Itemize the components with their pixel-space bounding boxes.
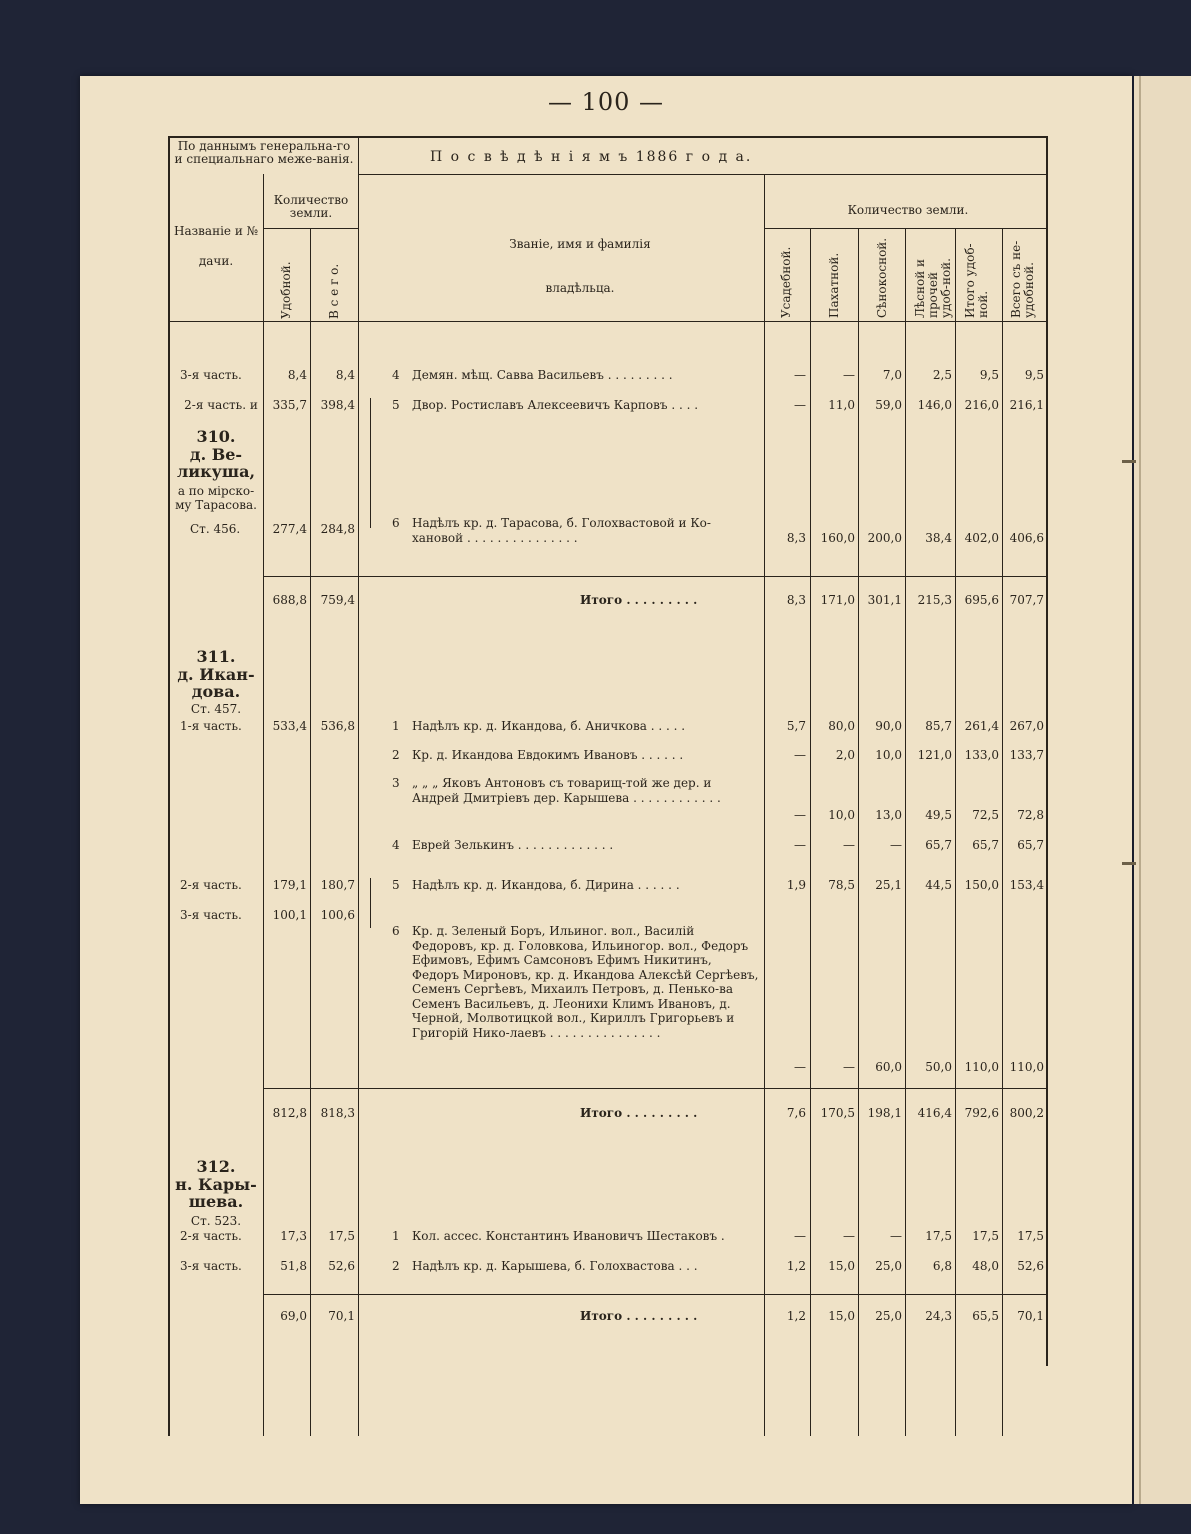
row-itogo: 110,0 [964, 1060, 999, 1074]
group-title-311: 311. [196, 647, 236, 666]
row-les: 50,0 [925, 1060, 952, 1074]
header-bottom-rule [168, 321, 1048, 322]
row-les: 121,0 [917, 748, 952, 762]
header-mid-rule [358, 174, 1048, 175]
row-les: 2,5 [932, 368, 952, 382]
row-seno: 13,0 [875, 808, 902, 822]
row-owner: Кр. д. Зеленый Боръ, Ильиног. вол., Василій Федоровъ, кр. д. Головкова, Ильиногор. вол., Федоръ Ефимовъ, Ефимъ Самсоновъ Ефимъ Никитинъ, Федоръ Мироновъ, кр. д. Икандова Алексѣй Сергѣевъ, Семенъ Сергѣевъ, Михаилъ Петровъ, д. Пенько-ва Семенъ Васильевъ, д. Леонихи Климъ Ивановъ, д. Черной, Молвотицкой вол., Кириллъ Григорьевъ и Григорій Нико-лаевъ . . . . . . . . . . . . . . . [412, 924, 759, 1040]
row-usad: — [794, 748, 806, 762]
binding-pin [1122, 862, 1136, 865]
total-vsego: 759,4 [320, 593, 355, 607]
group-sub1-311: д. Икан-дова. [177, 665, 255, 701]
row-part: 2-я часть. [180, 878, 242, 892]
row-brace [370, 878, 375, 928]
row-itogo: 133,0 [964, 748, 999, 762]
row-les: 85,7 [925, 719, 952, 733]
row-pakh: 80,0 [828, 719, 855, 733]
row-udob: 51,8 [280, 1259, 307, 1273]
row-part: 2-я часть. [180, 1229, 242, 1243]
total-itogo: 792,6 [964, 1106, 999, 1120]
row-pakh: 10,0 [828, 808, 855, 822]
row-vsego: 536,8 [320, 719, 355, 733]
col-rule-itogo [1002, 228, 1003, 1436]
row-vsego2: 9,5 [1024, 368, 1044, 382]
row-usad: 5,7 [786, 719, 806, 733]
row-itogo: 72,5 [972, 808, 999, 822]
header-vsego: В с е г о. [327, 263, 341, 319]
row-vsego: 17,5 [328, 1229, 355, 1243]
row-number: 4 [392, 838, 400, 852]
row-pakh: 2,0 [835, 748, 855, 762]
row-number: 1 [392, 719, 400, 733]
row-itogo: 65,7 [972, 838, 999, 852]
row-number: 3 [392, 776, 400, 790]
row-usad: 1,2 [786, 1259, 806, 1273]
col-rule-name [263, 174, 264, 1436]
qty1886-sub-rule [764, 228, 1048, 229]
row-les: 6,8 [932, 1259, 952, 1273]
row-owner: Надѣлъ кр. д. Икандова, б. Дирина . . . . . . [412, 878, 680, 892]
row-number: 6 [392, 924, 400, 938]
row-number: 1 [392, 1229, 400, 1243]
row-number: 6 [392, 516, 400, 530]
row-vsego2: 267,0 [1009, 719, 1044, 733]
row-owner: Двор. Ростиславъ Алексеевичъ Карповъ . . . . [412, 398, 699, 412]
total-itogo: 695,6 [964, 593, 999, 607]
row-usad: 8,3 [786, 531, 806, 545]
header-pakhatnoy: Пахатной. [827, 252, 841, 318]
group-sub2-312: Ст. 523. [190, 1214, 242, 1228]
row-itogo: 9,5 [979, 368, 999, 382]
total-pakh: 170,5 [820, 1106, 855, 1120]
row-owner: Надѣлъ кр. д. Карышева, б. Голохвастова . . . [412, 1259, 698, 1273]
row-vsego2: 65,7 [1017, 838, 1044, 852]
row-vsego2: 72,8 [1017, 808, 1044, 822]
row-owner: Кр. д. Икандова Евдокимъ Ивановъ . . . . . . [412, 748, 684, 762]
row-itogo: 150,0 [964, 878, 999, 892]
page-fold [1139, 76, 1141, 1504]
row-seno: 25,1 [875, 878, 902, 892]
col-rule-pakh [858, 228, 859, 1436]
row-seno: 7,0 [882, 368, 902, 382]
total-vsego2: 70,1 [1017, 1309, 1044, 1323]
row-les: 38,4 [925, 531, 952, 545]
row-owner: Еврей Зелькинъ . . . . . . . . . . . . . [412, 838, 614, 852]
total-label: Итого . . . . . . . . . [580, 1309, 698, 1323]
row-seno: — [890, 1229, 902, 1243]
total-pakh: 171,0 [820, 593, 855, 607]
row-itogo: 48,0 [972, 1259, 999, 1273]
total-rule-311 [263, 1088, 1046, 1089]
row-brace [370, 398, 375, 528]
row-pakh: 15,0 [828, 1259, 855, 1273]
row-itogo: 402,0 [964, 531, 999, 545]
row-seno: 59,0 [875, 398, 902, 412]
group-sub2-310: а по мірско-му Тарасова. [175, 484, 257, 512]
header-owner-col: Званіе, имя и фамилія владѣльца. [509, 237, 651, 295]
row-itogo: 261,4 [964, 719, 999, 733]
row-seno: 60,0 [875, 1060, 902, 1074]
row-udob: 100,1 [272, 908, 307, 922]
table-top-border [168, 136, 1048, 138]
row-owner: Демян. мѣщ. Савва Васильевъ . . . . . . . . . [412, 368, 673, 382]
row-seno: 10,0 [875, 748, 902, 762]
header-vsego-neudob: Всего съ не-удобной. [1009, 240, 1036, 318]
total-seno: 198,1 [867, 1106, 902, 1120]
adjacent-page-edge [1134, 76, 1191, 1504]
row-seno: 200,0 [867, 531, 902, 545]
total-vsego: 818,3 [320, 1106, 355, 1120]
total-udob: 69,0 [280, 1309, 307, 1323]
row-number: 2 [392, 1259, 400, 1273]
header-survey-1886: П о с в ѣ д ѣ н і я м ъ 1886 г о д а. [430, 149, 753, 165]
row-part: 2-я часть. и [184, 398, 258, 412]
row-itogo: 216,0 [964, 398, 999, 412]
group-sub1-312: н. Кары-шева. [175, 1175, 257, 1211]
page-number: — 100 — [547, 88, 665, 116]
total-udob: 688,8 [272, 593, 307, 607]
total-itogo: 65,5 [972, 1309, 999, 1323]
total-usad: 7,6 [786, 1106, 806, 1120]
row-vsego: 8,4 [335, 368, 355, 382]
row-owner: Кол. ассес. Константинъ Ивановичъ Шестаковъ . [412, 1229, 725, 1243]
group-sub1-310: д. Ве-ликуша, [176, 445, 256, 481]
row-vsego2: 153,4 [1009, 878, 1044, 892]
row-vsego2: 216,1 [1009, 398, 1044, 412]
row-udob: 17,3 [280, 1229, 307, 1243]
group-sub2-311: Ст. 457. [190, 702, 242, 716]
total-seno: 25,0 [875, 1309, 902, 1323]
total-vsego2: 707,7 [1009, 593, 1044, 607]
row-vsego: 284,8 [320, 522, 355, 536]
total-usad: 8,3 [786, 593, 806, 607]
col-rule-owner [764, 174, 765, 1436]
row-les: 146,0 [917, 398, 952, 412]
col-rule-seno [905, 228, 906, 1436]
row-pakh: 11,0 [828, 398, 855, 412]
total-pakh: 15,0 [828, 1309, 855, 1323]
row-itogo: 17,5 [972, 1229, 999, 1243]
row-udob: 8,4 [287, 368, 307, 382]
header-qty-1886: Количество земли. [847, 203, 969, 217]
total-les: 215,3 [917, 593, 952, 607]
row-part: 3-я часть. [180, 368, 242, 382]
row-pakh: 160,0 [820, 531, 855, 545]
row-number: 4 [392, 368, 400, 382]
row-vsego: 100,6 [320, 908, 355, 922]
row-les: 65,7 [925, 838, 952, 852]
header-survey-group: По даннымъ генеральна-го и специальнаго меже-ванія. [174, 139, 354, 166]
row-usad: — [794, 1060, 806, 1074]
row-pakh: — [843, 1060, 855, 1074]
row-seno: 25,0 [875, 1259, 902, 1273]
total-vsego: 70,1 [328, 1309, 355, 1323]
total-seno: 301,1 [867, 593, 902, 607]
total-rule-310 [263, 576, 1046, 577]
col-rule-usad [810, 228, 811, 1436]
total-label: Итого . . . . . . . . . [580, 1106, 698, 1120]
total-udob: 812,8 [272, 1106, 307, 1120]
group-title-312: 312. [196, 1157, 236, 1176]
row-pakh: — [843, 838, 855, 852]
row-pakh: — [843, 368, 855, 382]
total-les: 416,4 [917, 1106, 952, 1120]
col-rule-vsego [358, 136, 359, 1436]
row-pakh: — [843, 1229, 855, 1243]
row-number: 2 [392, 748, 400, 762]
row-part: Ст. 456. [190, 522, 241, 536]
row-usad: — [794, 398, 806, 412]
group-title-310: 310. [196, 427, 236, 446]
row-usad: — [794, 1229, 806, 1243]
header-usadebnoy: Усадебной. [779, 246, 793, 318]
header-lesnoy: Лѣсной и прочей удоб-ной. [913, 258, 953, 318]
row-les: 49,5 [925, 808, 952, 822]
row-part: 1-я часть. [180, 719, 242, 733]
total-les: 24,3 [925, 1309, 952, 1323]
row-number: 5 [392, 878, 400, 892]
row-usad: — [794, 838, 806, 852]
row-pakh: 78,5 [828, 878, 855, 892]
row-les: 44,5 [925, 878, 952, 892]
binding-pin [1122, 460, 1136, 463]
row-vsego: 180,7 [320, 878, 355, 892]
row-part: 3-я часть. [180, 908, 242, 922]
row-vsego2: 17,5 [1017, 1229, 1044, 1243]
row-vsego2: 133,7 [1009, 748, 1044, 762]
row-number: 5 [392, 398, 400, 412]
row-usad: 1,9 [786, 878, 806, 892]
total-usad: 1,2 [786, 1309, 806, 1323]
row-vsego2: 110,0 [1009, 1060, 1044, 1074]
row-seno: 90,0 [875, 719, 902, 733]
row-vsego: 52,6 [328, 1259, 355, 1273]
row-owner: „ „ „ Яковъ Антоновъ съ товарищ-той же дер. и Андрей Дмитріевъ дер. Карышева . . . . . . . . . . . . [412, 776, 721, 805]
total-rule-312 [263, 1294, 1046, 1295]
row-seno: — [890, 838, 902, 852]
header-itogo-udob: Итого удоб-ной. [963, 243, 990, 318]
row-udob: 277,4 [272, 522, 307, 536]
row-usad: — [794, 368, 806, 382]
row-usad: — [794, 808, 806, 822]
header-qty-col: Количество земли. [273, 193, 349, 220]
row-vsego2: 52,6 [1017, 1259, 1044, 1273]
row-vsego: 398,4 [320, 398, 355, 412]
row-udob: 533,4 [272, 719, 307, 733]
row-udob: 179,1 [272, 878, 307, 892]
header-name-col: Названіе и № дачи. [174, 224, 258, 268]
row-udob: 335,7 [272, 398, 307, 412]
col-rule-les [955, 228, 956, 1436]
total-label: Итого . . . . . . . . . [580, 593, 698, 607]
row-part: 3-я часть. [180, 1259, 242, 1273]
header-udobnoy: Удобной. [279, 261, 293, 319]
row-owner: Надѣлъ кр. д. Икандова, б. Аничкова . . . . . [412, 719, 686, 733]
total-vsego2: 800,2 [1009, 1106, 1044, 1120]
header-senokosnoy: Сѣнокосной. [875, 237, 889, 318]
table-left-border [168, 136, 170, 1436]
row-owner: Надѣлъ кр. д. Тарасова, б. Голохвастовой и Ко-хановой . . . . . . . . . . . . . . . [412, 516, 711, 545]
row-les: 17,5 [925, 1229, 952, 1243]
document-page [80, 76, 1132, 1504]
row-vsego2: 406,6 [1009, 531, 1044, 545]
